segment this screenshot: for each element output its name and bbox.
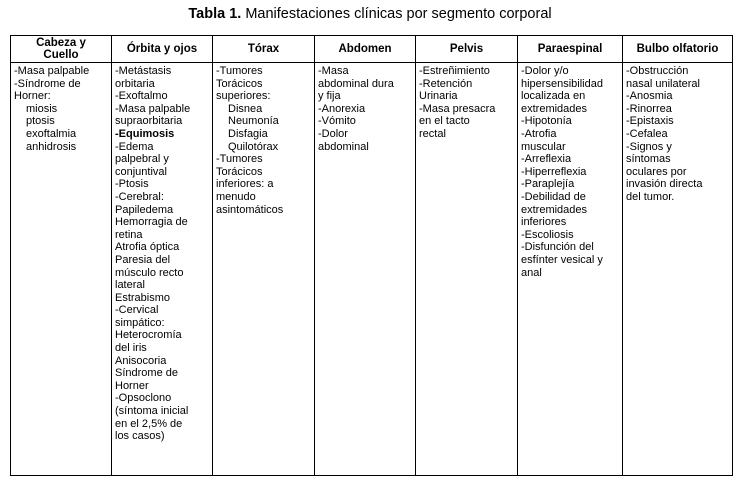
list-item: -Paraplejía xyxy=(521,178,575,191)
list-item: Quilotórax xyxy=(228,140,279,153)
list-item: -Cerebral: Papiledema Hemorragia de retina Atrofia óptica Paresia del músculo recto lateral Estrabismo xyxy=(115,190,188,304)
table-caption xyxy=(0,5,740,23)
list-item: -Ptosis xyxy=(115,178,149,191)
list-item: -Epistaxis xyxy=(626,115,674,128)
list-item: exoftalmia xyxy=(26,127,77,140)
header-row xyxy=(11,36,733,63)
list-item: -Anorexia xyxy=(318,102,366,115)
column-header-orbita-ojos: Órbita y ojos xyxy=(112,36,213,63)
list-item: -Masa abdominal dura y fija xyxy=(318,65,394,103)
table-cell-orbita-ojos xyxy=(112,63,213,476)
list-item: -Hipotonía xyxy=(521,115,572,128)
list-item: -Dolor abdominal xyxy=(318,127,369,153)
list-item: -Retención Urinaria xyxy=(419,77,473,103)
table-row xyxy=(11,63,733,476)
list-item: -Obstrucción nasal unilateral xyxy=(626,65,700,90)
list-item: ptosis xyxy=(26,115,55,128)
caption-label: Tabla 1. xyxy=(188,6,242,22)
table-cell-bulbo-olfatorio xyxy=(623,63,733,476)
list-item: Disfagia xyxy=(228,127,268,140)
list-item: -Arreflexia xyxy=(521,153,572,166)
list-item: -Tumores Torácicos inferiores: a menudo asintomáticos xyxy=(216,153,284,216)
table-cell-paraespinal xyxy=(518,63,623,476)
list-item: -Masa presacra en el tacto rectal xyxy=(419,102,496,140)
list-item: -Masa palpable supraorbitaria xyxy=(115,102,191,128)
list-item: -Vómito xyxy=(318,115,356,128)
clinical-manifestations-table xyxy=(10,35,733,476)
list-item: -Síndrome de Horner: xyxy=(14,77,81,103)
list-item: -Hiperreflexia xyxy=(521,165,587,178)
list-item: -Anosmia xyxy=(626,90,673,103)
list-item: anhidrosis xyxy=(26,140,77,153)
list-item: -Signos y síntomas oculares por invasión directa del tumor. xyxy=(626,140,703,203)
list-item: -Tumores Torácicos superiores: xyxy=(216,65,271,103)
list-item: -Opsoclono (síntoma inicial en el 2,5% de los casos) xyxy=(115,392,189,443)
column-header-pelvis: Pelvis xyxy=(416,36,518,63)
list-item: -Exoftalmo xyxy=(115,90,168,103)
column-header-cabeza-cuello: Cabeza y Cuello xyxy=(11,36,112,63)
list-item: -Estreñimiento xyxy=(419,65,490,77)
list-item: -Equimosis xyxy=(115,127,175,140)
list-item: -Escoliosis xyxy=(521,228,574,241)
list-item: -Metástasis orbitaria xyxy=(115,65,172,90)
list-item: -Atrofia muscular xyxy=(521,127,566,153)
list-item: -Disfunción del esfínter vesical y anal xyxy=(521,241,603,279)
column-header-torax: Tórax xyxy=(213,36,315,63)
caption-text: Manifestaciones clínicas por segmento corporal xyxy=(245,6,552,22)
list-item: -Cervical simpático: Heterocromía del iris Anisocoria Síndrome de Horner xyxy=(115,304,182,392)
list-item: miosis xyxy=(26,102,58,115)
table-cell-cabeza-cuello xyxy=(11,63,112,476)
column-header-abdomen: Abdomen xyxy=(315,36,416,63)
table-cell-abdomen xyxy=(315,63,416,476)
list-item: Disnea xyxy=(228,102,263,115)
list-item: -Edema palpebral y conjuntival xyxy=(115,140,169,178)
list-item: -Rinorrea xyxy=(626,102,672,115)
list-item: Neumonía xyxy=(228,115,279,128)
table-cell-torax xyxy=(213,63,315,476)
list-item: -Masa palpable xyxy=(14,65,90,77)
table-cell-pelvis xyxy=(416,63,518,476)
column-header-bulbo-olfatorio: Bulbo olfatorio xyxy=(623,36,733,63)
list-item: -Cefalea xyxy=(626,127,668,140)
list-item: -Dolor y/o hipersensibilidad localizada en extremidades xyxy=(521,65,603,115)
list-item: -Debilidad de extremidades inferiores xyxy=(521,190,588,229)
column-header-paraespinal: Paraespinal xyxy=(518,36,623,63)
